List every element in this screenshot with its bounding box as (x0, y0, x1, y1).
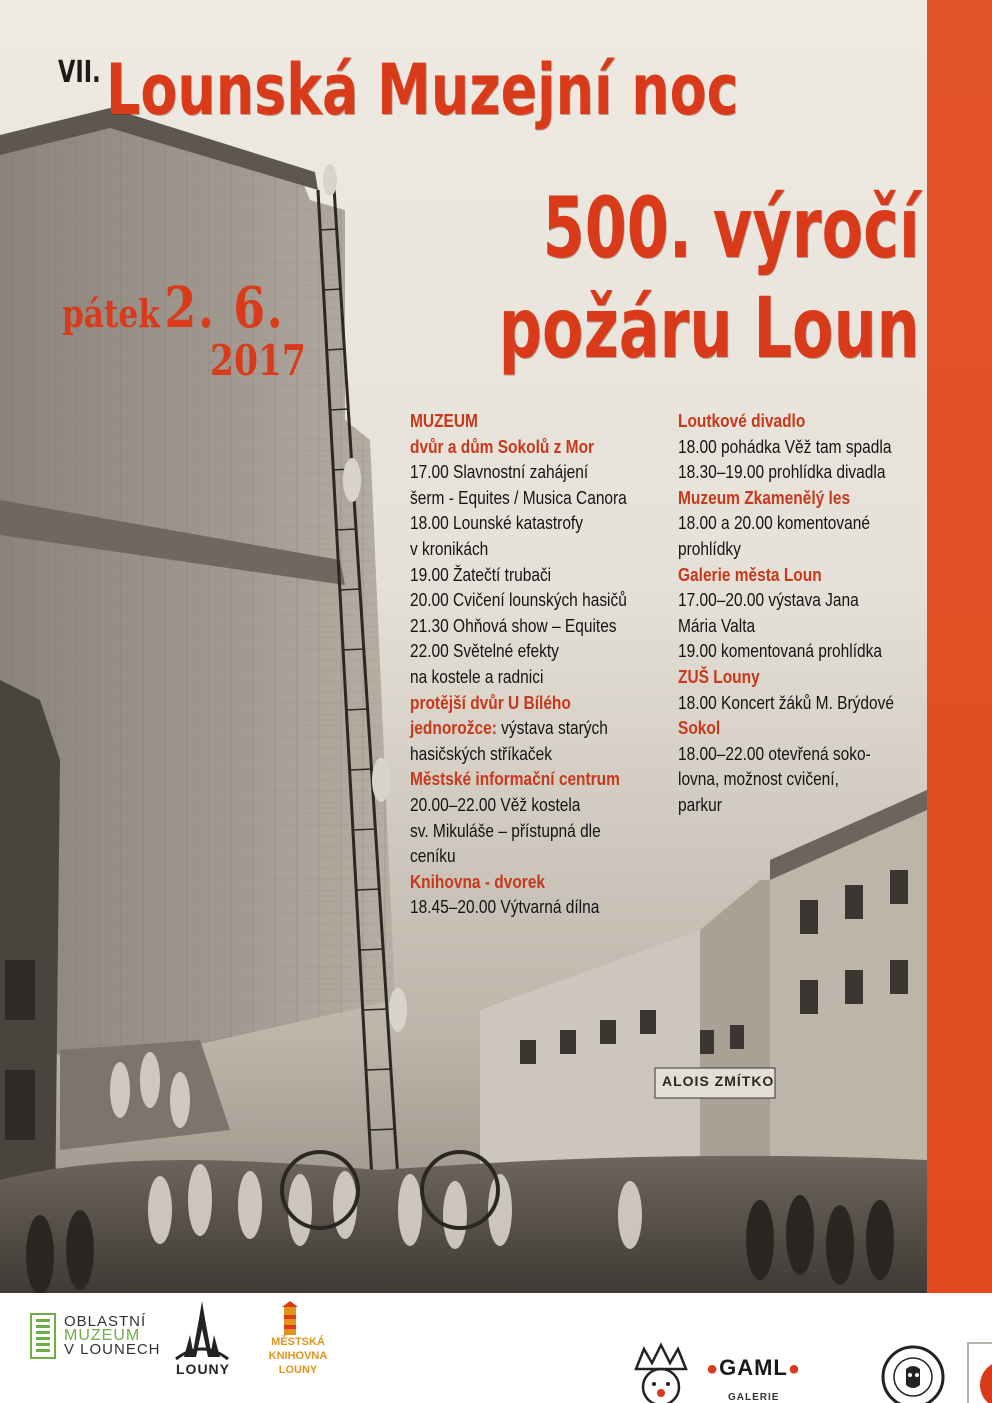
loutkove-divadlo-puppet-icon (626, 1339, 696, 1403)
program-right-item: prohlídky (678, 538, 741, 559)
program-left-item: 20.00–22.00 Věž kostela (410, 794, 581, 815)
shop-sign: ALOIS ZMÍTKO (662, 1073, 775, 1089)
program-left-item: na kostele a radnici (410, 666, 544, 687)
subtitle-line-1: 500. výročí (542, 179, 920, 277)
knih-line-1: MĚSTSKÁ (271, 1336, 325, 1348)
program-left-item: 20.00 Cvičení lounských hasičů (410, 590, 627, 611)
edition-number: VII. (58, 55, 101, 90)
om-line-1: OBLASTNÍ (64, 1313, 147, 1330)
program-left-item: 19.00 Žatečtí trubači (410, 564, 552, 585)
program-left-item (410, 716, 627, 742)
event-day-number: 2. 6. (164, 275, 285, 341)
program-left-item: sv. Mikuláše – přístupná dle (410, 820, 601, 841)
poster-title: Lounská Muzejní noc (106, 49, 739, 131)
program-right-item: Mária Valta (678, 615, 756, 636)
program-right-item: 18.00 pohádka Věž tam spadla (678, 436, 892, 457)
program-left-column (410, 409, 627, 921)
program-left-item: 17.00 Slavnostní zahájení (410, 462, 589, 483)
program-right-item: 17.00–20.00 výstava Jana (678, 590, 859, 611)
oblastni-muzeum-text (64, 1315, 161, 1357)
program-right-item: Sokol (678, 718, 721, 739)
program-left-item: protější dvůr U Bílého (410, 692, 571, 713)
louny-text: LOUNY (176, 1361, 230, 1377)
program-left-item: v kronikách (410, 538, 489, 559)
program-left-item: hasičských stříkaček (410, 743, 552, 764)
poster-subtitle (499, 178, 920, 378)
program-left-item: 18.00 Lounské katastrofy (410, 513, 583, 534)
program-right-item: 18.30–19.00 prohlídka divadla (678, 462, 886, 483)
program-left-item-heading: jednorožce: (410, 718, 497, 739)
program-left-item-text: výstava starých (496, 718, 608, 739)
program-left-item: 21.30 Ohňová show – Equites (410, 615, 617, 636)
program-right-item: lovna, možnost cvičení, (678, 769, 839, 790)
program-right-column (678, 409, 894, 819)
program-right-item: Muzeum Zkamenělý les (678, 487, 851, 508)
louny-tower-icon (172, 1299, 232, 1361)
subtitle-line-2: požáru Loun (499, 279, 920, 377)
om-line-2: MUZEUM (64, 1327, 141, 1344)
oblastni-muzeum-logo-icon (30, 1313, 56, 1359)
event-year: 2017 (210, 336, 306, 385)
gaml-logo: ●GAML● (706, 1355, 801, 1380)
program-left-item: Knihovna - dvorek (410, 871, 546, 892)
knih-line-2: KNIHOVNA (268, 1350, 328, 1362)
program-left-item: 22.00 Světelné efekty (410, 641, 559, 662)
om-line-3: V LOUNECH (64, 1341, 161, 1358)
program-left-item: 18.45–20.00 Výtvarná dílna (410, 897, 600, 918)
program-right-item: Loutkové divadlo (678, 411, 806, 431)
program-left-item: dvůr a dům Sokolů z Mor (410, 436, 595, 457)
gaml-name: GAML (719, 1355, 788, 1380)
zus-louny-emblem-icon (880, 1341, 946, 1403)
sponsor-footer (0, 1293, 992, 1403)
accent-stripe (927, 0, 992, 1293)
program-right-item: Galerie města Loun (678, 564, 822, 585)
program-right-item: 19.00 komentovaná prohlídka (678, 641, 882, 662)
event-date (62, 275, 284, 341)
program-right-item: ZUŠ Louny (678, 666, 760, 687)
program-right-item: 18.00–22.00 otevřená soko- (678, 743, 871, 764)
program-right-item: parkur (678, 794, 722, 815)
knih-line-3: LOUNY (278, 1364, 318, 1376)
program-left-item: šerm - Equites / Musica Canora (410, 487, 627, 508)
program-left-item: Městské informační centrum (410, 769, 620, 790)
knihovna-lighthouse-icon (278, 1301, 302, 1337)
program-left-item: ceníku (410, 846, 456, 867)
knihovna-text (258, 1335, 801, 1403)
program-right-item: 18.00 a 20.00 komentované (678, 513, 870, 534)
event-day: pátek (62, 291, 160, 336)
program-right-item: 18.00 Koncert žáků M. Brýdové (678, 692, 894, 713)
gaml-subtitle: GALERIE (728, 1392, 780, 1403)
program-left-item: MUZEUM (410, 411, 478, 431)
sokol-emblem-icon (964, 1339, 992, 1403)
